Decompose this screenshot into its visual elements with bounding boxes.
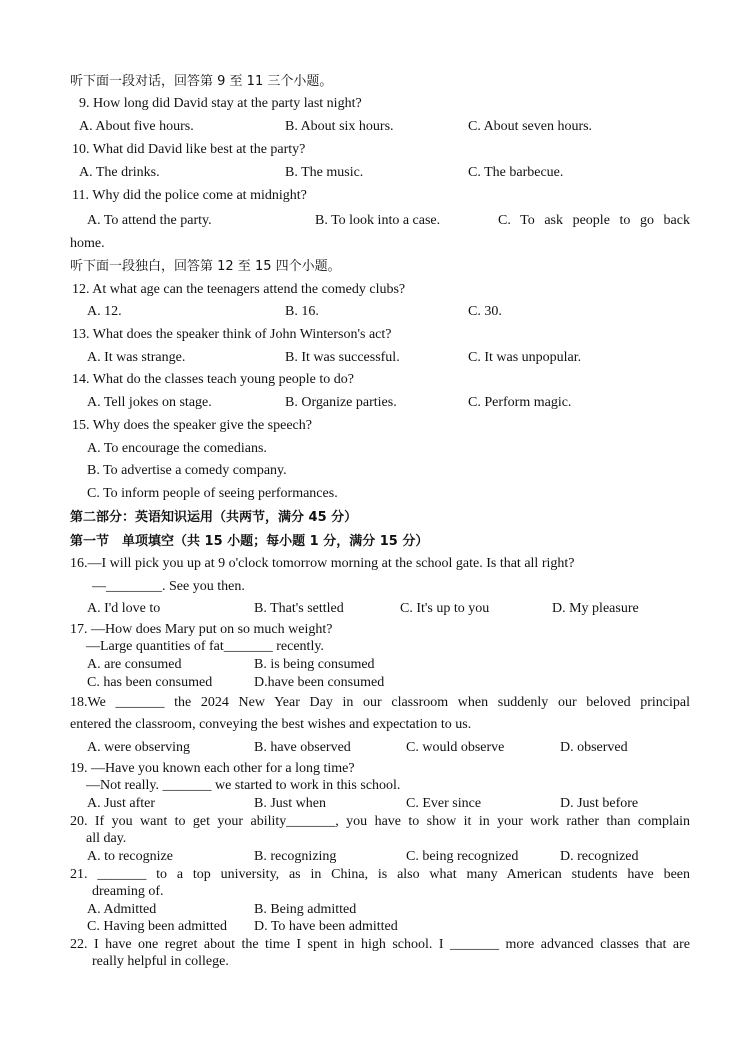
q16-option-b: B. That's settled <box>254 601 344 616</box>
q17-option-d: D.have been consumed <box>254 675 385 690</box>
q18-option-b: B. have observed <box>254 740 351 755</box>
q21-option-a: A. Admitted <box>87 902 157 917</box>
q17-option-c: C. has been consumed <box>87 675 213 690</box>
q16-option-c: C. It's up to you <box>400 601 490 616</box>
q12-option-c: C. 30. <box>468 304 502 319</box>
q9-option-a: A. About five hours. <box>79 119 194 134</box>
q16-stem: 16.—I will pick you up at 9 o'clock tomorrow morning at the school gate. Is that all right? <box>70 556 575 571</box>
part2-title: 第二部分：英语知识运用（共两节，满分 45 分） <box>70 510 358 525</box>
q14-stem: 14. What do the classes teach young people to do? <box>72 372 354 387</box>
q12-option-b: B. 16. <box>285 304 319 319</box>
q17-option-b: B. is being consumed <box>254 657 375 672</box>
q20-option-d: D. recognized <box>560 849 639 864</box>
q19-option-c: C. Ever since <box>406 796 482 811</box>
q22-stem: 22. I have one regret about the time I spent in high school. I _______ more advanced classes that are <box>70 937 690 952</box>
q14-option-c: C. Perform magic. <box>468 395 572 410</box>
q10-stem: 10. What did David like best at the party? <box>72 142 306 157</box>
q17-stem-reply: —Large quantities of fat_______ recently. <box>86 639 324 654</box>
monologue-intro: 听下面一段独白，回答第 12 至 15 四个小题。 <box>70 259 341 274</box>
q21-stem-continued: dreaming of. <box>92 884 164 899</box>
dialog3-intro: 听下面一段对话，回答第 9 至 11 三个小题。 <box>70 74 333 89</box>
q16-option-d: D. My pleasure <box>552 601 639 616</box>
q17-option-a: A. are consumed <box>87 657 182 672</box>
q19-option-b: B. Just when <box>254 796 326 811</box>
q20-option-a: A. to recognize <box>87 849 173 864</box>
q11-option-b: B. To look into a case. <box>315 213 441 228</box>
q18-stem-continued: entered the classroom, conveying the best wishes and expectation to us. <box>70 717 472 732</box>
q17-stem: 17. —How does Mary put on so much weight? <box>70 622 333 637</box>
q20-option-c: C. being recognized <box>406 849 519 864</box>
q15-stem: 15. Why does the speaker give the speech? <box>72 418 312 433</box>
q11-option-c-continued: home. <box>70 236 105 251</box>
q13-stem: 13. What does the speaker think of John Winterson's act? <box>72 327 392 342</box>
q13-option-a: A. It was strange. <box>87 350 186 365</box>
q13-option-b: B. It was successful. <box>285 350 400 365</box>
q19-option-a: A. Just after <box>87 796 156 811</box>
q19-stem-reply: —Not really. _______ we started to work in this school. <box>86 778 401 793</box>
q15-option-a: A. To encourage the comedians. <box>87 441 267 456</box>
q21-stem: 21. _______ to a top university, as in China, is also what many American students have been <box>70 867 690 882</box>
q14-option-b: B. Organize parties. <box>285 395 397 410</box>
q21-option-d: D. To have been admitted <box>254 919 398 934</box>
q18-option-a: A. were observing <box>87 740 191 755</box>
section1-title: 第一节 单项填空（共 15 小题；每小题 1 分，满分 15 分） <box>70 534 429 549</box>
q12-option-a: A. 12. <box>87 304 122 319</box>
q9-option-b: B. About six hours. <box>285 119 394 134</box>
q11-option-c: C. To ask people to go back <box>498 213 690 228</box>
q15-option-c: C. To inform people of seeing performances. <box>87 486 338 501</box>
q18-option-d: D. observed <box>560 740 628 755</box>
q13-option-c: C. It was unpopular. <box>468 350 582 365</box>
q19-option-d: D. Just before <box>560 796 639 811</box>
q11-stem: 11. Why did the police come at midnight? <box>72 188 307 203</box>
q21-option-b: B. Being admitted <box>254 902 357 917</box>
q18-stem: 18.We _______ the 2024 New Year Day in our classroom when suddenly our beloved principal <box>70 695 690 710</box>
q20-stem-continued: all day. <box>86 831 127 846</box>
q22-stem-continued: really helpful in college. <box>92 954 229 969</box>
q9-stem: 9. How long did David stay at the party last night? <box>79 96 362 111</box>
q14-option-a: A. Tell jokes on stage. <box>87 395 212 410</box>
q20-stem: 20. If you want to get your ability_______, you have to show it in your work rather than complain <box>70 814 690 829</box>
q18-option-c: C. would observe <box>406 740 505 755</box>
q16-option-a: A. I'd love to <box>87 601 161 616</box>
q10-option-a: A. The drinks. <box>79 165 160 180</box>
q19-stem: 19. —Have you known each other for a long time? <box>70 761 355 776</box>
q21-option-c: C. Having been admitted <box>87 919 227 934</box>
q10-option-c: C. The barbecue. <box>468 165 564 180</box>
q16-stem-reply: —________. See you then. <box>92 579 245 594</box>
q11-option-a: A. To attend the party. <box>87 213 212 228</box>
q20-option-b: B. recognizing <box>254 849 337 864</box>
q12-stem: 12. At what age can the teenagers attend the comedy clubs? <box>72 282 406 297</box>
q15-option-b: B. To advertise a comedy company. <box>87 463 287 478</box>
q9-option-c: C. About seven hours. <box>468 119 593 134</box>
q10-option-b: B. The music. <box>285 165 364 180</box>
